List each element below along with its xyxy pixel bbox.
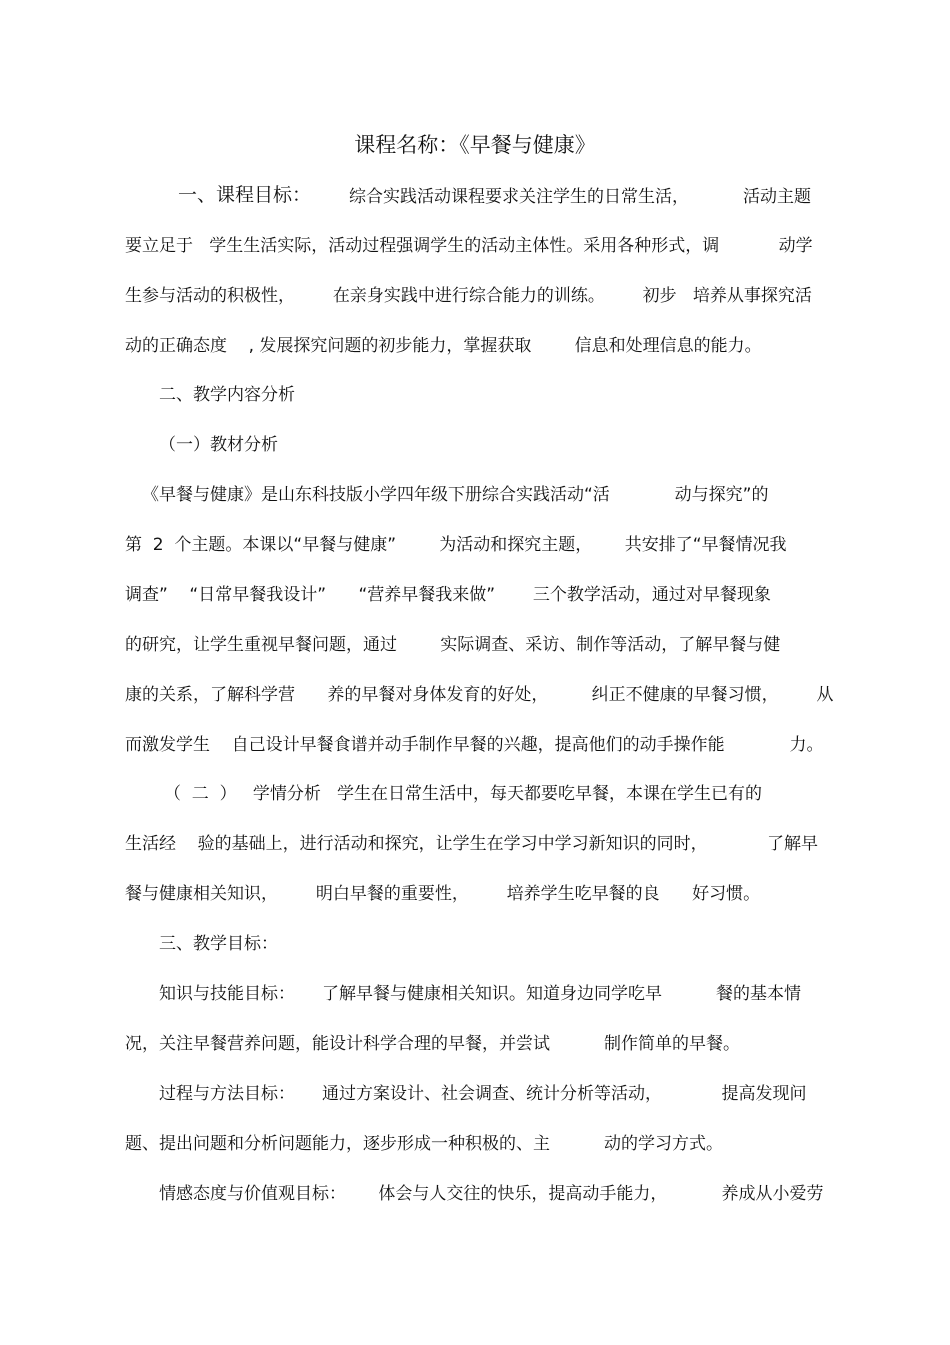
paragraph-line: 餐与健康相关知识， 明白早餐的重要性， 培养学生吃早餐的良 好习惯。 xyxy=(125,884,761,904)
subsection-heading-textbook: （一）教材分析 xyxy=(159,435,278,455)
subsection-heading-student-analysis: （ 二 ） 学情分析 学生在日常生活中，每天都要吃早餐，本课在学生已有的 xyxy=(164,784,763,804)
paragraph-line: 况，关注早餐营养问题，能设计科学合理的早餐，并尝试 制作简单的早餐。 xyxy=(125,1034,741,1054)
paragraph-line: 的研究，让学生重视早餐问题，通过 实际调查、采访、制作等活动，了解早餐与健 xyxy=(125,635,781,655)
paragraph-line: 康的关系，了解科学营 养的早餐对身体发育的好处， 纠正不健康的早餐习惯， 从 xyxy=(125,685,834,705)
paragraph-line: 而激发学生 自己设计早餐食谱并动手制作早餐的兴趣，提高他们的动手操作能 力。 xyxy=(125,735,824,755)
paragraph-line: 调查” “日常早餐我设计” “营养早餐我来做” 三个教学活动，通过对早餐现象 xyxy=(125,585,771,605)
page-title: 课程名称：《早餐与健康》 xyxy=(354,133,596,157)
paragraph-line: 动的正确态度 , 发展探究问题的初步能力，掌握获取 信息和处理信息的能力。 xyxy=(125,336,762,356)
paragraph-line: 知识与技能目标： 了解早餐与健康相关知识。知道身边同学吃早 餐的基本情 xyxy=(159,984,802,1004)
section-heading-content-analysis: 二、教学内容分析 xyxy=(159,385,295,405)
paragraph-line: 题、提出问题和分析问题能力，逐步形成一种积极的、主 动的学习方式。 xyxy=(125,1134,724,1154)
paragraph-line: 综合实践活动课程要求关注学生的日常生活， 活动主题 xyxy=(349,187,812,207)
paragraph-line: 第 2 个主题。本课以“早餐与健康” 为活动和探究主题， 共安排了“早餐情况我 xyxy=(125,535,787,555)
section-heading-teaching-goals: 三、教学目标： xyxy=(159,934,278,954)
paragraph-line: 情感态度与价值观目标： 体会与人交往的快乐，提高动手能力， 养成从小爱劳 xyxy=(159,1184,824,1204)
paragraph-line: 要立足于 学生生活实际，活动过程强调学生的活动主体性。采用各种形式，调 动学 xyxy=(125,236,813,256)
paragraph-line: 生活经 验的基础上，进行活动和探究，让学生在学习中学习新知识的同时， 了解早 xyxy=(125,834,819,854)
paragraph-line: 过程与方法目标： 通过方案设计、社会调查、统计分析等活动， 提高发现问 xyxy=(159,1084,807,1104)
paragraph-line: 《早餐与健康》是山东科技版小学四年级下册综合实践活动“活 动与探究”的 xyxy=(142,485,769,505)
paragraph-line: 生参与活动的积极性， 在亲身实践中进行综合能力的训练。 初步 培养从事探究活 xyxy=(125,286,812,306)
section-heading-course-goal: 一、课程目标： xyxy=(178,184,312,206)
